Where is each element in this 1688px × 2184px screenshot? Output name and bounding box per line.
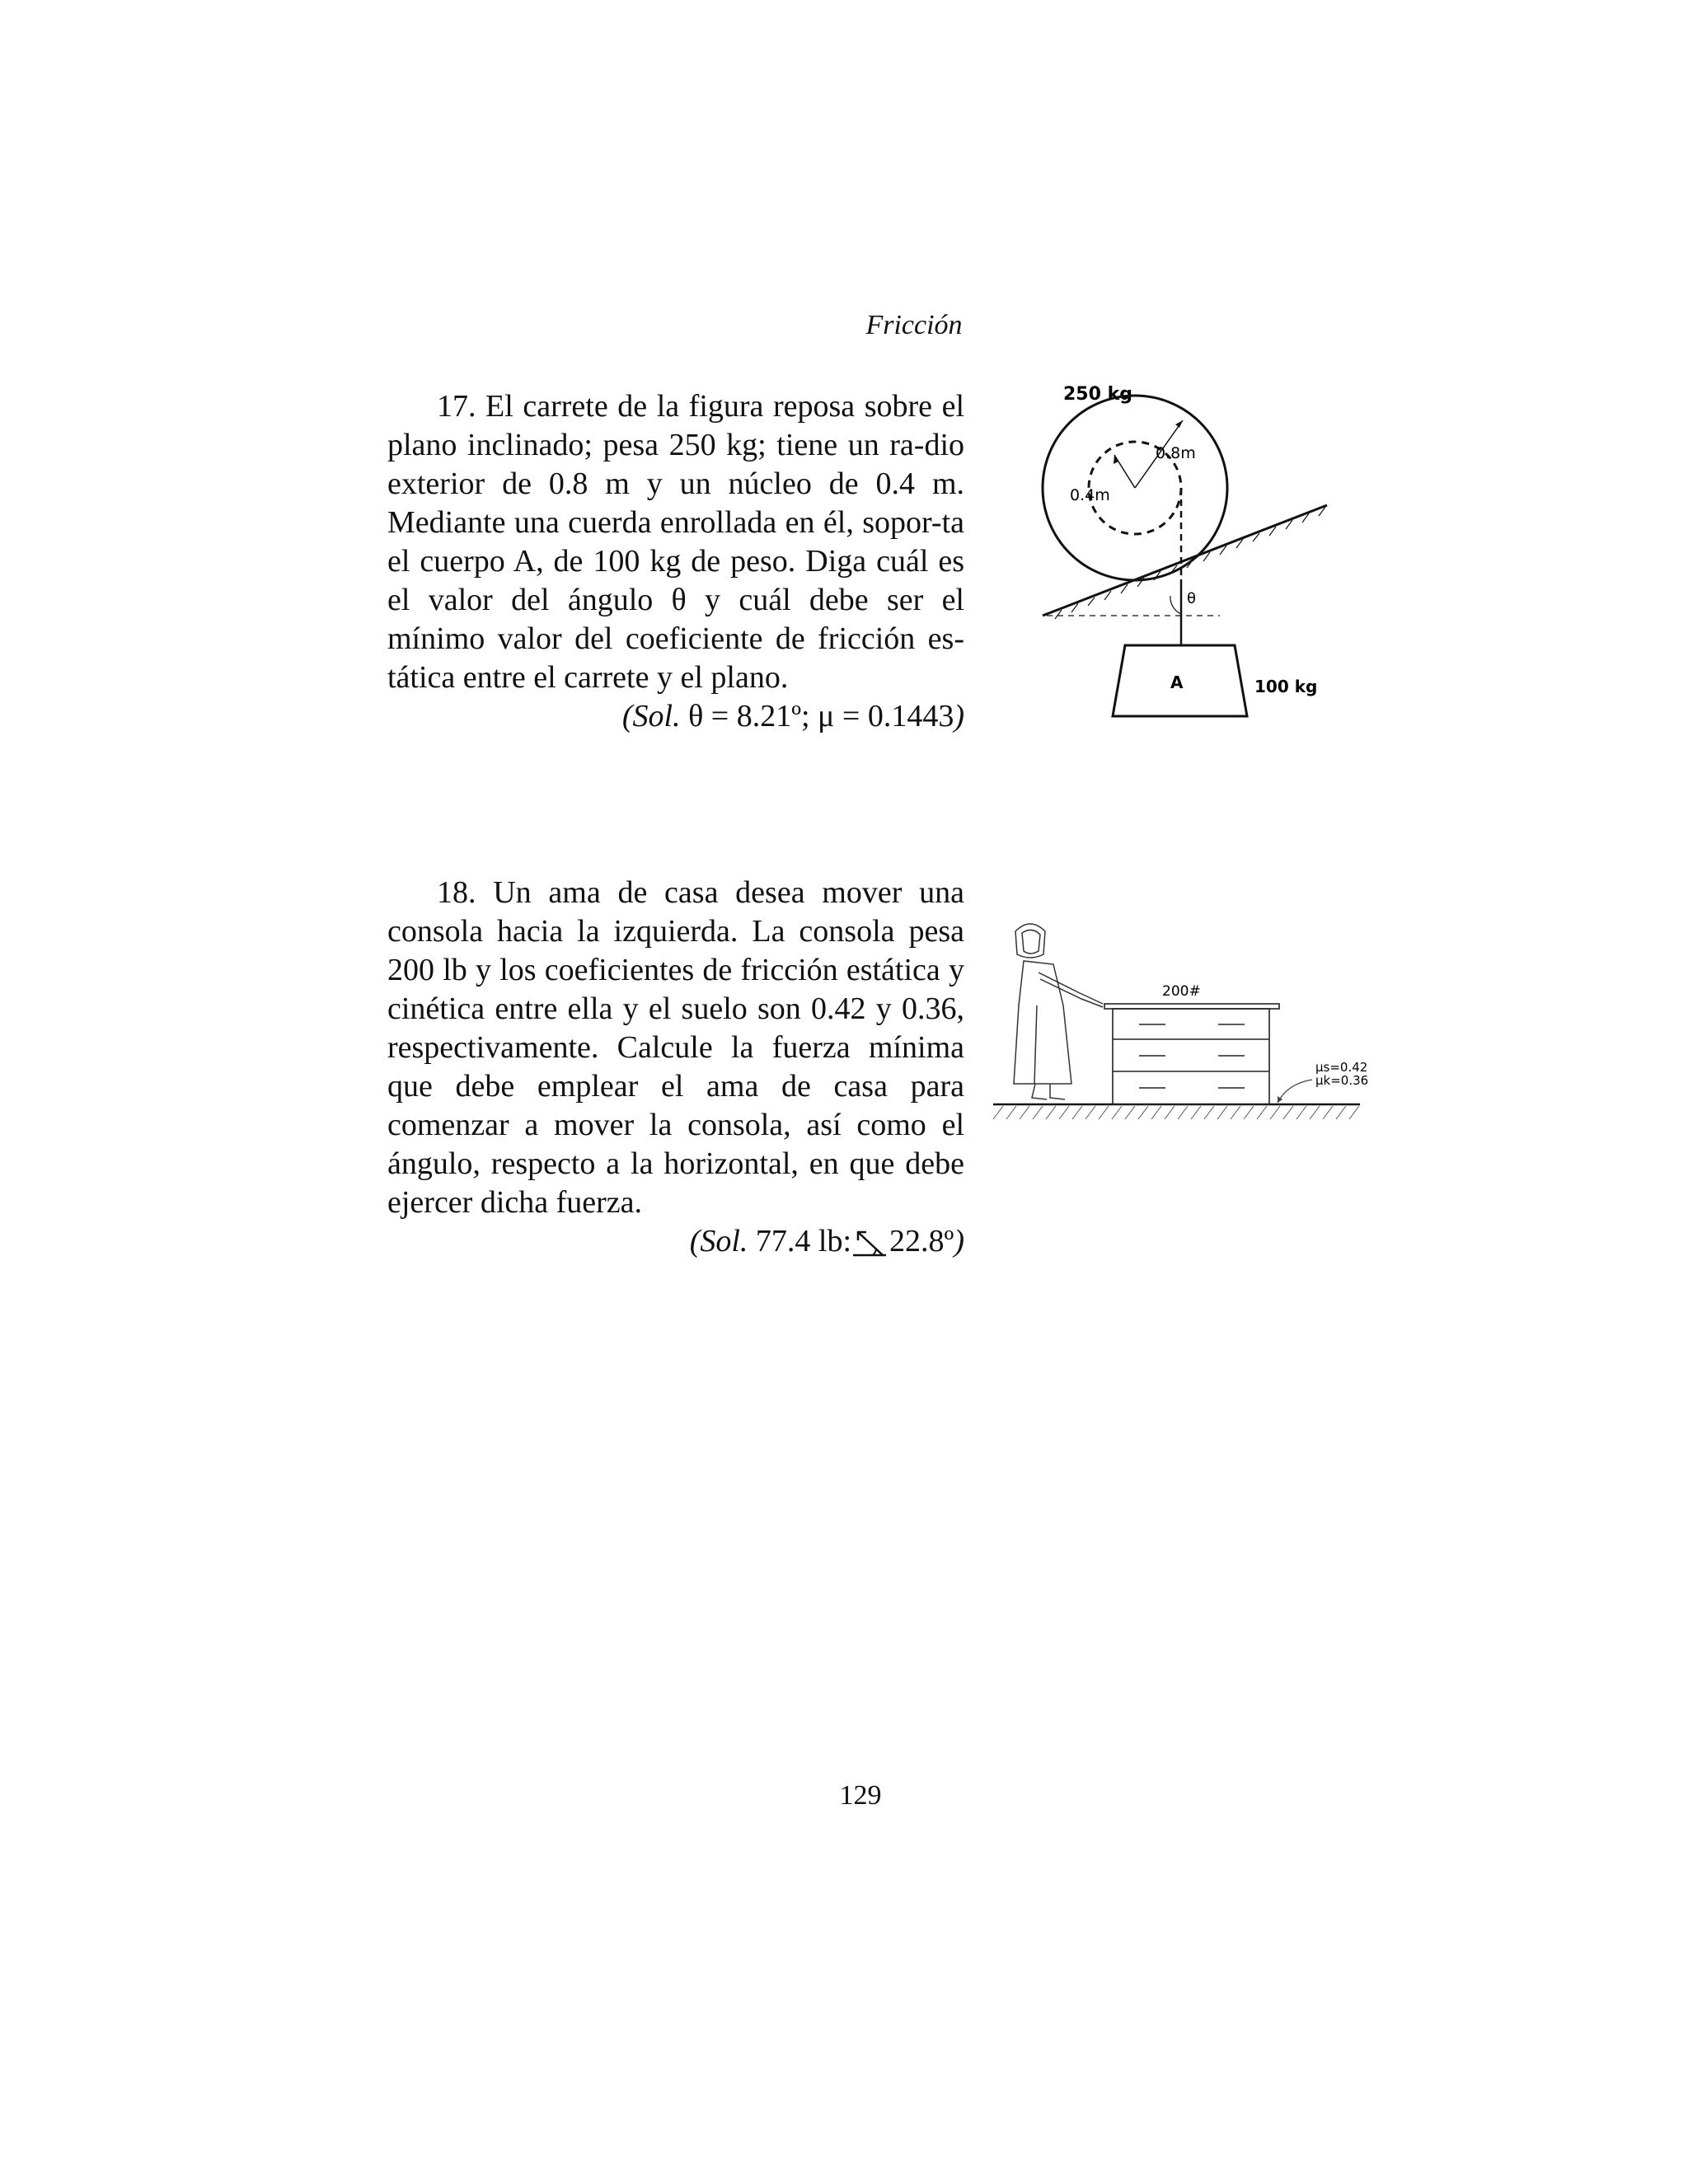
solution-prefix: (Sol. [621,699,681,733]
incline-plane [1043,505,1327,616]
inner-radius-label: 0.4m [1070,486,1110,504]
outer-radius-label: 0.8m [1156,444,1196,462]
problem-18-text: 18. Un ama de casa desea mover una consola hacia la izquierda. La consola pesa 200 lb y los coeficientes de fricción estática y cinética entre ella y el suelo son 0.42 y 0.36, respectivamente. Calcule la fuerza mínima que debe emplear el ama de casa para comenzar a mover la consola, así como el ángulo, respecto a la horizontal, en que debe ejercer dicha fuerza. [387,875,964,1220]
problem-18 [387,874,964,1261]
problem-17 [387,387,964,736]
mu-static-label: μs=0.42 [1315,1060,1368,1075]
arrowhead-icon [1278,1096,1282,1103]
solution-prefix: (Sol. [689,1224,748,1258]
console-push-figure [989,915,1368,1137]
floor-hatching [993,1106,1359,1119]
spool-incline-figure [1014,375,1360,729]
console [1104,1004,1279,1104]
page-number: 129 [839,1780,882,1811]
woman-figure [1014,924,1103,1099]
problem-18-solution [387,1222,964,1261]
arrowhead-icon [1175,420,1183,428]
solution-suffix: ) [954,1224,964,1258]
angle-arc [1170,596,1181,614]
block-weight-label: 100 kg [1254,677,1318,696]
problem-17-solution [387,697,964,736]
force-angle-icon [851,1227,889,1260]
solution-value: 77.4 lb: [748,1224,852,1258]
console-weight-label: 200# [1162,983,1201,1000]
leader-line [1278,1080,1312,1103]
block-label: A [1170,673,1184,692]
theta-label: θ [1187,590,1197,607]
spool-weight-label: 250 kg [1063,384,1132,405]
solution-angle: 22.8º [889,1224,954,1258]
problem-17-text: 17. El carrete de la figura reposa sobre el plano inclinado; pesa 250 kg; tiene un ra-dio exterior de 0.8 m y un núcleo de 0.4 m. Mediante una cuerda enrollada en él, sopor-ta el cuerpo A, de 100 kg de peso. Diga cuál es el valor del ángulo θ y cuál debe ser el mínimo valor del coeficiente de fricción es-tática entre el carrete y el plano. [387,389,964,695]
solution-value: θ = 8.21º; μ = 0.1443 [680,699,954,733]
running-title: Fricción [865,310,963,340]
solution-suffix: ) [954,699,964,733]
mu-kinetic-label: μk=0.36 [1315,1073,1368,1088]
